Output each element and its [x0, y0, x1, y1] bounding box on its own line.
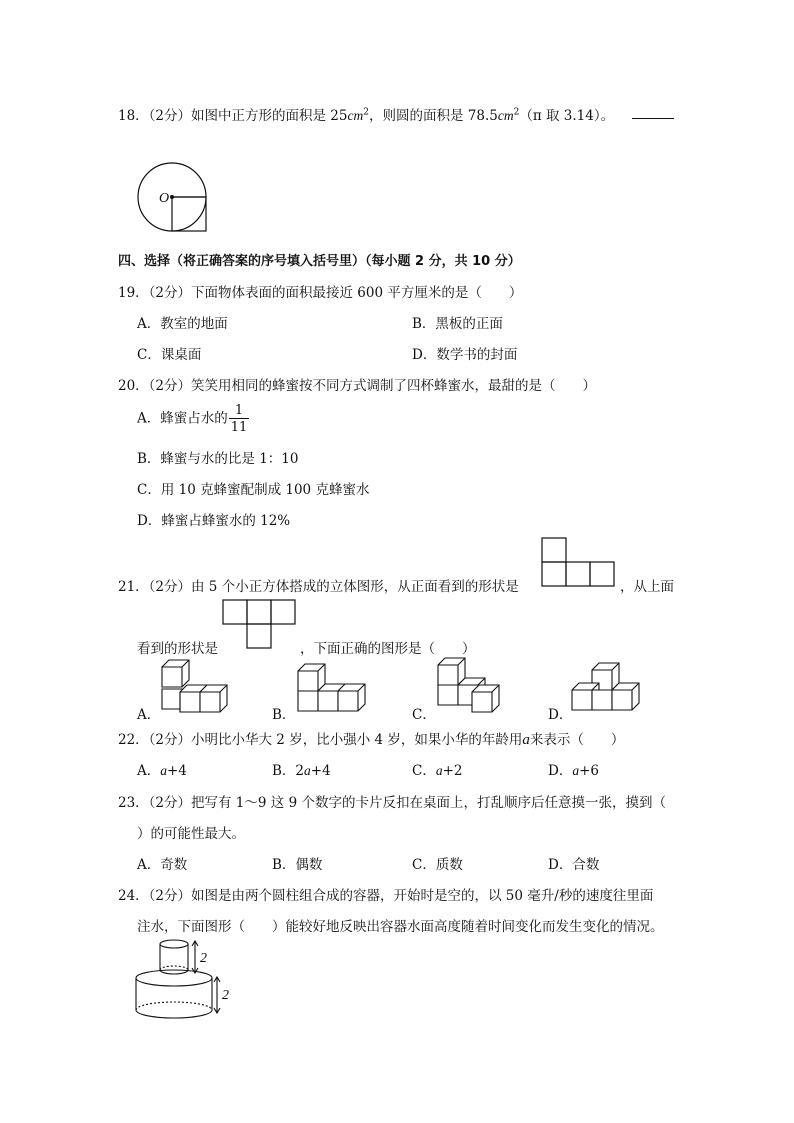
q21-option-a-cubes	[160, 658, 236, 716]
q21-option-b-cubes	[296, 662, 376, 716]
q20-fraction	[229, 404, 250, 434]
question-24-line1: 24．（2分）如图是由两个圆柱组合成的容器，开始时是空的，以 50 毫升/秒的速度往里面	[118, 888, 654, 904]
q19-option-a[interactable]: A．教室的地面	[137, 316, 228, 332]
q19-option-d[interactable]: D．数学书的封面	[412, 347, 518, 363]
cylinder-container-figure	[134, 938, 234, 1022]
question-23-line2: ）的可能性最大。	[137, 826, 245, 842]
front-view-figure	[541, 537, 617, 587]
q18-exp-a: 2	[363, 107, 369, 118]
question-21-stem-part1: 21．（2分）由 5 个小正方体搭成的立体图形，从正面看到的形状是	[118, 579, 519, 595]
q21-option-d-cubes	[570, 661, 644, 717]
q23-option-c[interactable]: C．质数	[412, 857, 463, 873]
q19-option-b[interactable]: B．黑板的正面	[412, 316, 503, 332]
q22-option-d[interactable]: D．a+6	[548, 763, 599, 779]
q19-option-c[interactable]: C．课桌面	[137, 347, 202, 363]
q18-answer-blank[interactable]	[632, 106, 674, 123]
q21-option-b[interactable]: B．	[272, 707, 296, 723]
q22-stem-end: 来表示（ ）	[529, 732, 625, 748]
q22-variable: a	[522, 732, 530, 748]
circle-center-label: O	[159, 191, 170, 206]
question-21-stem-part3: 看到的形状是	[137, 641, 218, 657]
q21-option-c-cubes	[436, 656, 516, 716]
q20-option-a-text: A．蜂蜜占水的	[137, 410, 228, 427]
section-4-heading: 四、选择（将正确答案的序号填入括号里）（每小题 2 分，共 10 分）	[118, 254, 521, 269]
question-18	[118, 104, 614, 124]
top-view-figure	[222, 599, 298, 651]
question-21-stem-part4: ，下面正确的图形是（ ）	[300, 641, 476, 657]
q22-option-b[interactable]: B．2a+4	[272, 763, 331, 779]
q23-option-a[interactable]: A．奇数	[137, 857, 188, 873]
circle-square-figure	[134, 160, 214, 234]
q18-unit-b: cm	[497, 108, 514, 123]
q22-option-a[interactable]: A．a+4	[137, 763, 187, 779]
fraction-denominator: 11	[230, 420, 248, 435]
q20-option-d[interactable]: D．蜂蜜占蜂蜜水的 12%	[137, 513, 291, 529]
q21-option-c[interactable]: C．	[412, 707, 436, 723]
q21-option-a[interactable]: A．	[137, 707, 161, 723]
q20-option-c[interactable]: C．用 10 克蜂蜜配制成 100 克蜂蜜水	[137, 482, 370, 498]
question-21-stem-part2: ，从上面	[620, 579, 674, 595]
fraction-numerator: 1	[229, 404, 250, 419]
q20-option-a[interactable]	[137, 404, 249, 434]
q18-suffix: （π 取 3.14）。	[519, 108, 615, 124]
q22-option-c[interactable]: C．a+2	[412, 763, 463, 779]
question-24-line2: 注水，下面图形（ ）能较好地反映出容器水面高度随着时间变化而发生变化的情况。	[137, 919, 664, 935]
q23-option-d[interactable]: D．合数	[548, 857, 600, 873]
q18-exp-b: 2	[513, 107, 520, 118]
dimension-label-top: 2	[200, 951, 207, 966]
q18-prefix: 18．（2分）如图中正方形的面积是 25	[118, 108, 348, 124]
q18-unit-a: cm	[347, 108, 364, 123]
q21-option-d[interactable]: D．	[548, 707, 573, 723]
q18-middle: ，则圆的面积是 78.5	[368, 108, 498, 124]
dimension-label-bottom: 2	[222, 988, 229, 1003]
question-19-stem: 19．（2分）下面物体表面的面积最接近 600 平方厘米的是（ ）	[118, 285, 523, 301]
question-20-stem: 20．（2分）笑笑用相同的蜂蜜按不同方式调制了四杯蜂蜜水，最甜的是（ ）	[118, 378, 597, 394]
q22-stem-text: 22．（2分）小明比小华大 2 岁，比小强小 4 岁，如果小华的年龄用	[118, 732, 523, 748]
q20-option-b[interactable]: B．蜂蜜与水的比是 1：10	[137, 451, 299, 467]
q23-option-b[interactable]: B．偶数	[272, 857, 323, 873]
question-23-line1: 23．（2分）把写有 1～9 这 9 个数字的卡片反扣在桌面上，打乱顺序后任意摸一张，摸到（	[118, 795, 666, 811]
question-22-stem	[118, 728, 624, 749]
